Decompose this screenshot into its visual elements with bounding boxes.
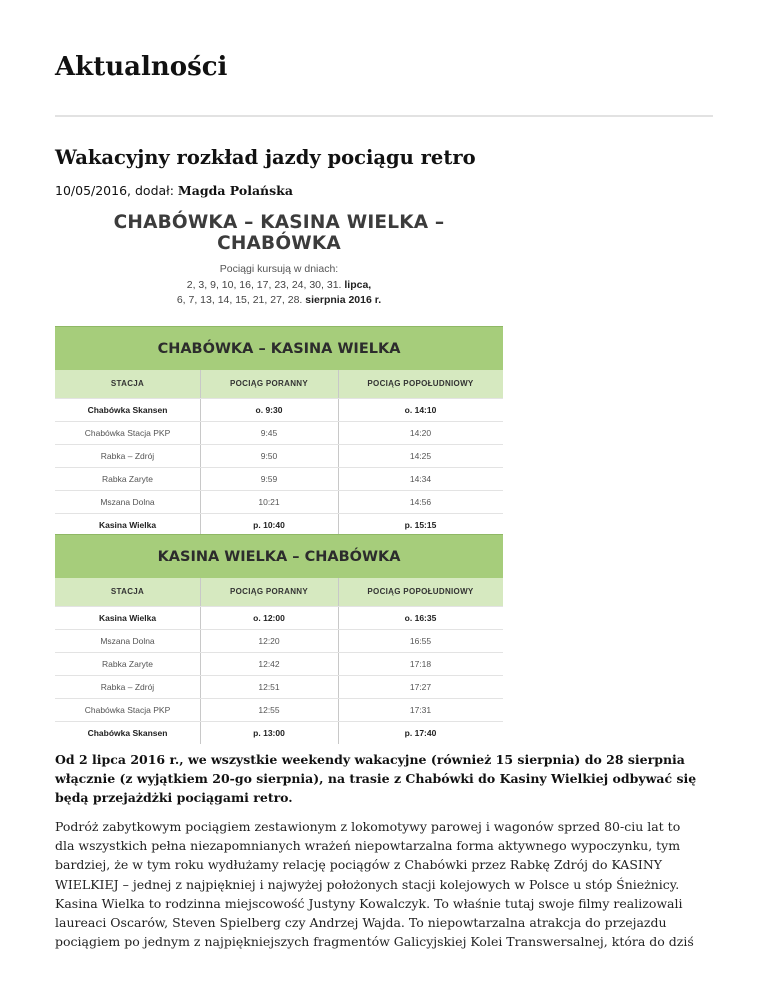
station-cell: Kasina Wielka — [98, 613, 157, 623]
morning-time-cell: o. 12:00 — [253, 613, 285, 623]
section-title: KASINA WIELKA – CHABÓWKA — [157, 549, 401, 565]
station-cell: Mszana Dolna — [100, 636, 155, 646]
table-row — [55, 467, 503, 491]
timetable-section-outbound — [55, 326, 503, 536]
table-row — [55, 721, 503, 745]
column-header-afternoon: POCIĄG POPOŁUDNIOWY — [367, 587, 474, 596]
station-cell: Kasina Wielka — [98, 520, 157, 530]
table-row — [55, 698, 503, 722]
timetable-dates-july: 2, 3, 9, 10, 16, 17, 23, 24, 30, 31. — [186, 278, 342, 291]
column-header-station: STACJA — [110, 587, 145, 596]
article-body — [55, 817, 713, 951]
body-line: laureaci Oscarów, Steven Spielberg czy Andrzej Wajda. To niepowtarzalna atrakcja do przejazdu — [55, 915, 667, 931]
station-cell: Rabka Zaryte — [101, 474, 154, 484]
station-cell: Rabka – Zdrój — [100, 451, 155, 461]
column-header-morning: POCIĄG PORANNY — [230, 587, 308, 596]
station-cell: Chabówka Skansen — [87, 405, 168, 415]
timetable-intro — [55, 262, 503, 309]
afternoon-time-cell: p. 15:15 — [404, 520, 437, 530]
article-meta — [55, 183, 293, 198]
station-cell: Rabka Zaryte — [101, 659, 154, 669]
morning-time-cell: 9:45 — [260, 428, 278, 438]
column-header-row — [55, 370, 503, 398]
morning-time-cell: 12:20 — [258, 636, 280, 646]
section-header — [55, 534, 503, 579]
table-row — [55, 398, 503, 422]
morning-time-cell: p. 13:00 — [253, 728, 285, 738]
station-cell: Chabówka Stacja PKP — [84, 705, 171, 715]
morning-time-cell: o. 9:30 — [255, 405, 283, 415]
timetable-month-august: sierpnia 2016 r. — [305, 294, 382, 306]
body-line: pociągiem po jednym z najpiękniejszych fragmentów Galicyjskiej Kolei Transwersalnej, która do dziś — [55, 934, 694, 950]
morning-time-cell: 10:21 — [258, 497, 280, 507]
table-row — [55, 490, 503, 514]
afternoon-time-cell: 14:20 — [409, 428, 432, 438]
body-line: WIELKIEJ – jednej z najpiękniej i najwyżej położonych stacji kolejowych w Polsce u stóp Śnieżnicy. — [55, 876, 680, 892]
timetable-title: CHABÓWKA – KASINA WIELKA – CHABÓWKA — [113, 212, 445, 254]
section-header — [55, 326, 503, 371]
lead-line: będą przejażdżki pociągami retro. — [55, 790, 293, 805]
timetable-month-july: lipca, — [344, 278, 372, 291]
afternoon-time-cell: 14:34 — [409, 474, 432, 484]
article-title[interactable]: Wakacyjny rozkład jazdy pociągu retro — [55, 146, 476, 169]
timetable-section-return — [55, 534, 503, 744]
station-cell: Chabówka Skansen — [87, 728, 168, 738]
body-line: Kasina Wielka to rodzinna miejscowość Justyny Kowalczyk. To właśnie tutaj swoje filmy realizowali — [55, 895, 683, 911]
afternoon-time-cell: o. 16:35 — [404, 613, 437, 623]
column-header-station: STACJA — [110, 379, 145, 388]
heading-divider — [55, 115, 713, 117]
timetable-intro-august — [55, 293, 503, 309]
table-row — [55, 606, 503, 630]
table-row — [55, 629, 503, 653]
table-row — [55, 675, 503, 699]
body-line: bardziej, że w tym roku wydłużamy relację pociągów z Chabówki przez Rabkę Zdrój do KASINY — [55, 857, 663, 873]
lead-line: włącznie (z wyjątkiem 20-go sierpnia), na trasie z Chabówki do Kasiny Wielkiej odbywać się — [55, 771, 697, 786]
column-header-morning: POCIĄG PORANNY — [230, 379, 308, 388]
body-line: Podróż zabytkowym pociągiem zestawionym z lokomotywy parowej i wagonów sprzed 80-ciu lat to — [55, 819, 681, 834]
afternoon-time-cell: o. 14:10 — [404, 405, 437, 415]
table-row — [55, 444, 503, 468]
timetable-intro-line: Pociągi kursują w dniach: — [219, 263, 339, 275]
section-title: CHABÓWKA – KASINA WIELKA — [157, 341, 401, 357]
article-author[interactable]: Magda Polańska — [177, 183, 293, 198]
station-cell: Chabówka Stacja PKP — [84, 428, 171, 438]
afternoon-time-cell: 17:18 — [409, 659, 432, 669]
article-date: 10/05/2016, dodał: — [55, 183, 174, 198]
timetable-intro-july — [55, 278, 503, 294]
morning-time-cell: 12:42 — [258, 659, 280, 669]
morning-time-cell: 9:59 — [260, 474, 278, 484]
lead-line: Od 2 lipca 2016 r., we wszystkie weekendy wakacyjne (również 15 sierpnia) do 28 sierpnia — [55, 752, 685, 767]
afternoon-time-cell: 17:31 — [409, 705, 432, 715]
page-heading: Aktualności — [55, 52, 228, 82]
column-header-afternoon: POCIĄG POPOŁUDNIOWY — [367, 379, 474, 388]
timetable-image — [55, 208, 503, 744]
station-cell: Mszana Dolna — [100, 497, 155, 507]
timetable-dates-august: 6, 7, 13, 14, 15, 21, 27, 28. — [176, 294, 303, 306]
column-header-row — [55, 578, 503, 606]
morning-time-cell: p. 10:40 — [253, 520, 285, 530]
morning-time-cell: 9:50 — [260, 451, 278, 461]
table-row — [55, 421, 503, 445]
afternoon-time-cell: 14:56 — [409, 497, 432, 507]
article-lead — [55, 750, 715, 807]
afternoon-time-cell: p. 17:40 — [404, 728, 437, 738]
morning-time-cell: 12:51 — [258, 682, 280, 692]
morning-time-cell: 12:55 — [258, 705, 280, 715]
afternoon-time-cell: 14:25 — [409, 451, 432, 461]
afternoon-time-cell: 17:27 — [409, 682, 432, 692]
station-cell: Rabka – Zdrój — [100, 682, 155, 692]
body-line: dla wszystkich pełna niezapomnianych wrażeń niepowtarzalna forma aktywnego wypoczynku, tym — [55, 838, 681, 854]
afternoon-time-cell: 16:55 — [409, 636, 432, 646]
table-row — [55, 652, 503, 676]
